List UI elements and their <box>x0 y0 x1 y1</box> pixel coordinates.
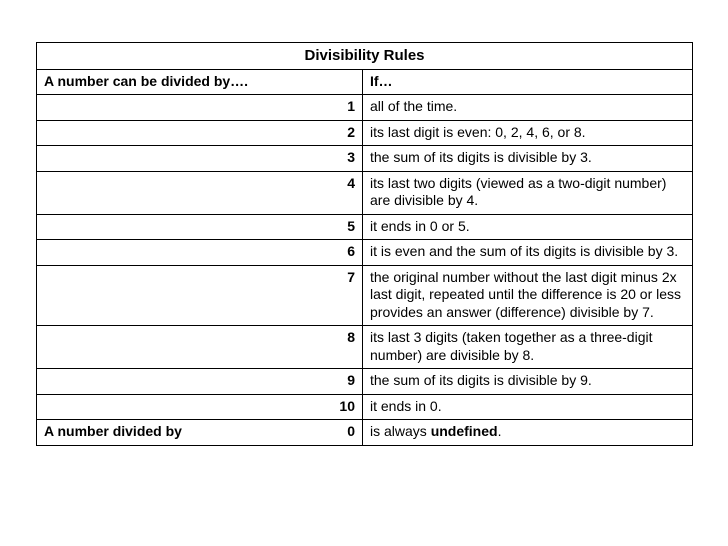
divisor-cell: 1 <box>37 95 363 121</box>
divisor-cell: 4 <box>37 171 363 214</box>
header-divisor: A number can be divided by…. <box>37 69 363 95</box>
divisor-cell: 7 <box>37 265 363 326</box>
rule-cell: it is even and the sum of its digits is divisible by 3. <box>363 240 693 266</box>
divisor-cell: 3 <box>37 146 363 172</box>
table-row <box>37 214 693 240</box>
rule-cell: it ends in 0. <box>363 394 693 420</box>
rule-cell: its last digit is even: 0, 2, 4, 6, or 8. <box>363 120 693 146</box>
table-row <box>37 240 693 266</box>
title-row <box>37 43 693 70</box>
zero-rule-emphasis: undefined <box>430 423 498 439</box>
table-row <box>37 265 693 326</box>
rule-cell: the original number without the last digit minus 2x last digit, repeated until the difference is 20 or less provides an answer (difference) divisible by 7. <box>363 265 693 326</box>
divisor-cell: 10 <box>37 394 363 420</box>
table-row <box>37 146 693 172</box>
table-row <box>37 326 693 369</box>
zero-rule-prefix: is always <box>370 423 431 439</box>
zero-divisor-value: 0 <box>347 423 355 439</box>
header-condition: If… <box>363 69 693 95</box>
divisor-cell: 2 <box>37 120 363 146</box>
divisor-cell: 8 <box>37 326 363 369</box>
rule-cell: the sum of its digits is divisible by 9. <box>363 369 693 395</box>
zero-rule-suffix: . <box>497 423 502 439</box>
table-title: Divisibility Rules <box>37 43 693 70</box>
header-row <box>37 69 693 95</box>
zero-row <box>37 420 693 446</box>
table-row <box>37 171 693 214</box>
table-row <box>37 394 693 420</box>
divisibility-rules-table <box>36 42 693 446</box>
divisor-cell: 5 <box>37 214 363 240</box>
rule-cell: its last two digits (viewed as a two-digit number) are divisible by 4. <box>363 171 693 214</box>
zero-divisor-cell <box>37 420 363 446</box>
table-row <box>37 120 693 146</box>
table-row <box>37 369 693 395</box>
divisor-cell: 9 <box>37 369 363 395</box>
table-row <box>37 95 693 121</box>
rule-cell: it ends in 0 or 5. <box>363 214 693 240</box>
zero-row-label: A number divided by <box>44 423 182 439</box>
zero-rule-cell <box>363 420 693 446</box>
rule-cell: the sum of its digits is divisible by 3. <box>363 146 693 172</box>
rule-cell: all of the time. <box>363 95 693 121</box>
divisor-cell: 6 <box>37 240 363 266</box>
rule-cell: its last 3 digits (taken together as a three-digit number) are divisible by 8. <box>363 326 693 369</box>
